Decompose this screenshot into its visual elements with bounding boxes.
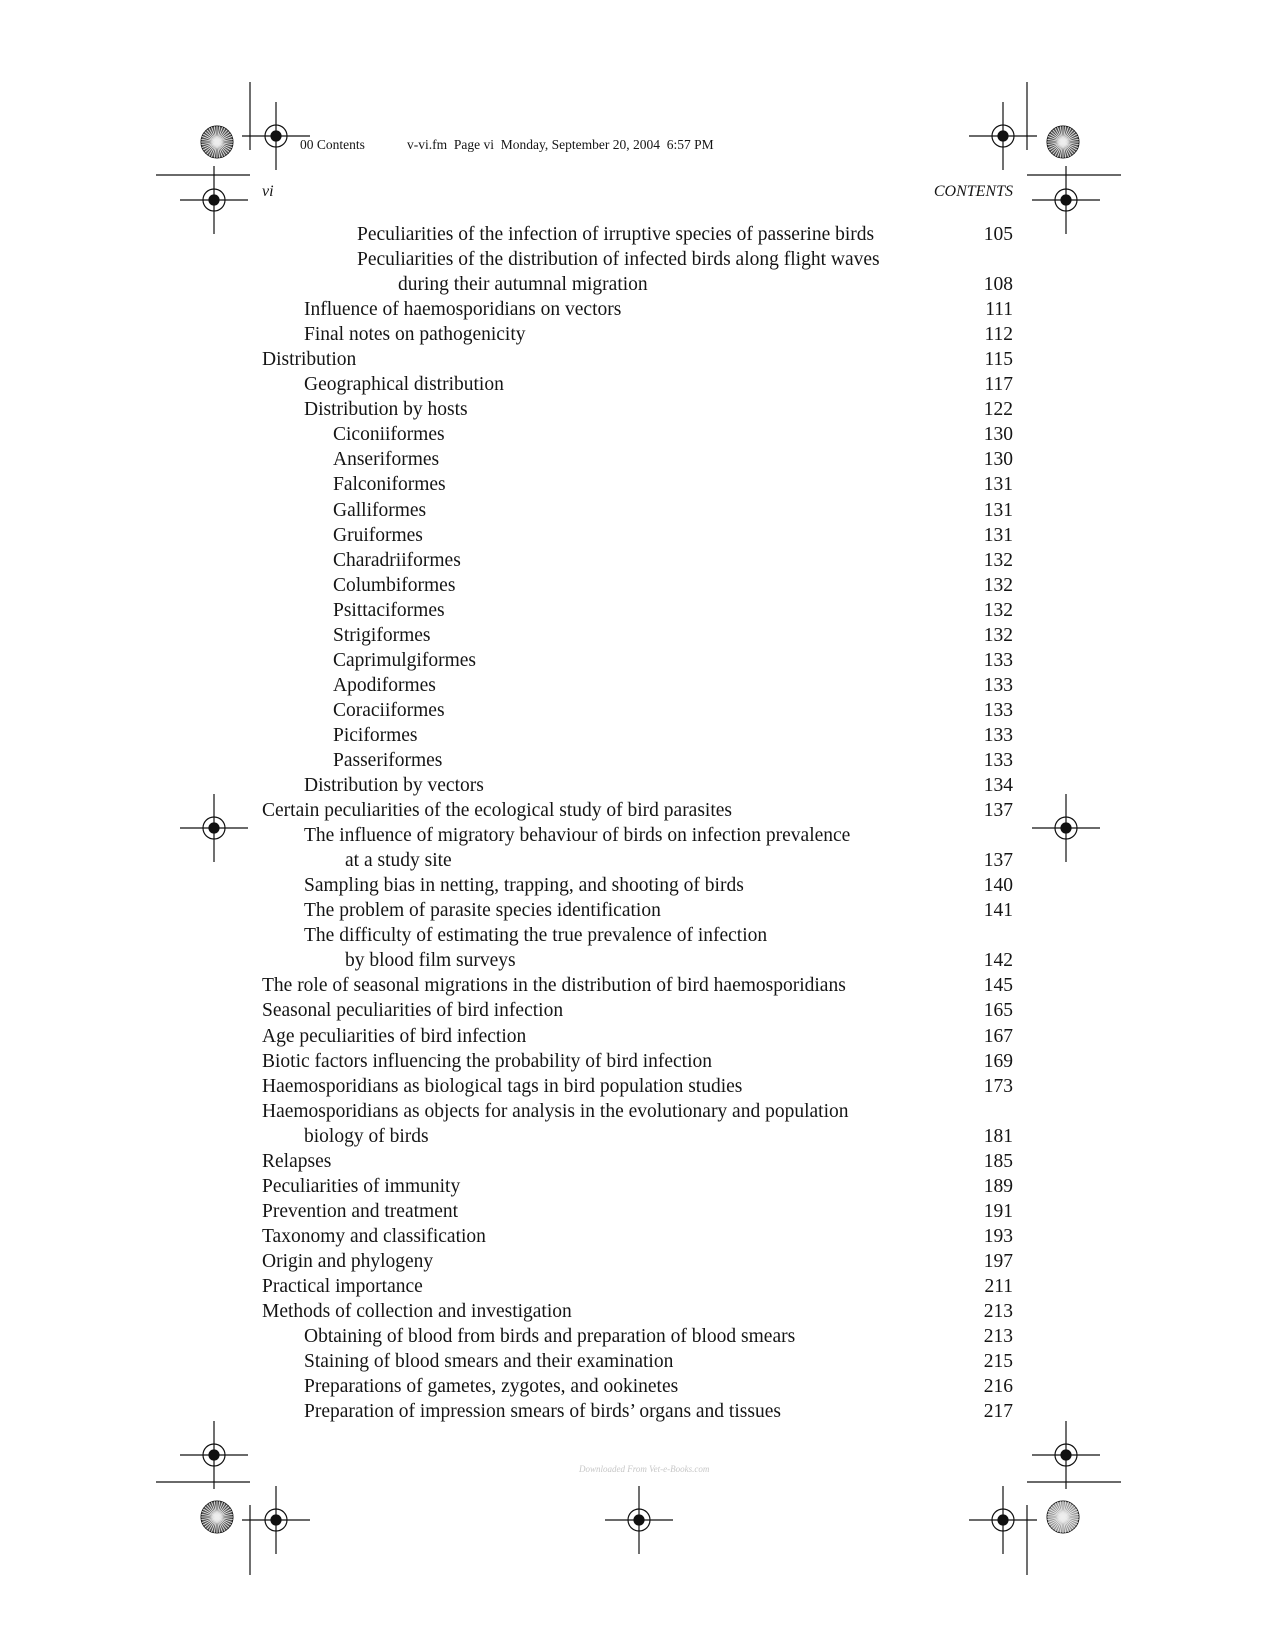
toc-entry-page-number: 191 — [983, 1200, 1013, 1222]
toc-entry-title: Methods of collection and investigation — [262, 1301, 572, 1323]
star-target-icon — [1047, 1501, 1079, 1533]
toc-entry-title: Coraciiformes — [333, 699, 445, 721]
toc-entry-title: Peculiarities of immunity — [262, 1175, 461, 1197]
toc-entry — [262, 222, 1013, 247]
toc-entry-title: Passeriformes — [333, 749, 443, 771]
star-target-icon — [1047, 126, 1079, 158]
toc-entry — [262, 1324, 1013, 1349]
toc-entry-page-number: 117 — [984, 374, 1013, 396]
toc-entry — [262, 823, 1013, 873]
toc-entry-page-number: 132 — [983, 599, 1013, 621]
toc-entry — [262, 297, 1013, 322]
toc-entry-title: Strigiformes — [333, 624, 431, 646]
toc-entry — [262, 673, 1013, 698]
toc-entry — [262, 998, 1013, 1023]
toc-entry-title: The difficulty of estimating the true prevalence of infection — [304, 925, 768, 947]
toc-entry — [262, 247, 1013, 297]
toc-entry — [262, 1274, 1013, 1299]
toc-entry-title: The role of seasonal migrations in the distribution of bird haemosporidians — [262, 975, 846, 997]
toc-entry-title-continued: biology of birds — [304, 1125, 429, 1147]
toc-entry-title: Relapses — [262, 1150, 332, 1172]
toc-entry-page-number: 173 — [983, 1075, 1013, 1097]
registration-target-icon — [180, 794, 248, 862]
toc-entry — [262, 1349, 1013, 1374]
toc-entry-page-number: 130 — [983, 449, 1013, 471]
toc-entry-page-number: 108 — [983, 274, 1013, 296]
toc-entry-page-number: 169 — [983, 1050, 1013, 1072]
toc-entry — [262, 873, 1013, 898]
toc-entry — [262, 748, 1013, 773]
toc-entry-page-number: 133 — [983, 674, 1013, 696]
toc-entry-title: The influence of migratory behaviour of birds on infection prevalence — [304, 825, 851, 847]
toc-entry — [262, 1149, 1013, 1174]
toc-entry — [262, 372, 1013, 397]
toc-entry — [262, 472, 1013, 497]
toc-entry-page-number: 137 — [983, 850, 1013, 872]
toc-entry-page-number: 137 — [983, 800, 1013, 822]
toc-entry-page-number: 185 — [983, 1150, 1013, 1172]
toc-entry-title: Anseriformes — [333, 449, 440, 471]
toc-entry — [262, 1174, 1013, 1199]
toc-entry-title: Sampling bias in netting, trapping, and shooting of birds — [304, 875, 744, 897]
toc-entry-page-number: 115 — [984, 349, 1013, 371]
toc-entry-page-number: 141 — [983, 900, 1013, 922]
toc-entry-page-number: 130 — [983, 424, 1013, 446]
registration-target-icon — [605, 1486, 673, 1554]
toc-entry — [262, 1099, 1013, 1149]
watermark: Downloaded From Vet-e-Books.com — [579, 1464, 710, 1474]
toc-entry-title: Columbiformes — [333, 574, 456, 596]
registration-target-icon — [1032, 794, 1100, 862]
toc-entry-page-number: 142 — [983, 950, 1013, 972]
table-of-contents — [262, 222, 1013, 1424]
registration-target-icon — [180, 166, 248, 234]
toc-entry-title: Peculiarities of the distribution of infected birds along flight waves — [357, 249, 880, 271]
toc-entry-page-number: 133 — [983, 749, 1013, 771]
toc-entry-page-number: 132 — [983, 549, 1013, 571]
toc-entry-page-number: 133 — [983, 699, 1013, 721]
toc-entry-page-number: 133 — [983, 649, 1013, 671]
registration-target-icon — [1032, 1421, 1100, 1489]
toc-entry-title: Practical importance — [262, 1275, 423, 1297]
toc-entry-title-continued: by blood film surveys — [345, 950, 516, 972]
toc-entry — [262, 1374, 1013, 1399]
toc-entry — [262, 698, 1013, 723]
toc-entry-page-number: 131 — [983, 474, 1013, 496]
toc-entry-page-number: 140 — [983, 875, 1013, 897]
toc-entry-title: Staining of blood smears and their examination — [304, 1351, 674, 1373]
toc-entry-title: Caprimulgiformes — [333, 649, 476, 671]
toc-entry — [262, 1049, 1013, 1074]
toc-entry-title: Psittaciformes — [333, 599, 445, 621]
toc-entry-page-number: 132 — [983, 574, 1013, 596]
toc-entry — [262, 498, 1013, 523]
running-head-page-number: vi — [262, 183, 274, 200]
toc-entry-title: Prevention and treatment — [262, 1200, 459, 1222]
registration-target-icon — [180, 1421, 248, 1489]
toc-entry-title: Haemosporidians as biological tags in bird population studies — [262, 1075, 743, 1097]
toc-entry-title-continued: at a study site — [345, 850, 452, 872]
star-target-icon — [201, 126, 233, 158]
toc-entry — [262, 1199, 1013, 1224]
registration-target-icon — [242, 102, 310, 170]
toc-entry-title: Peculiarities of the infection of irruptive species of passerine birds — [357, 224, 875, 245]
toc-entry-page-number: 213 — [983, 1326, 1013, 1348]
toc-entry — [262, 347, 1013, 372]
toc-entry-page-number: 112 — [984, 324, 1013, 346]
toc-entry-title: Apodiformes — [333, 674, 436, 696]
registration-target-icon — [242, 1486, 310, 1554]
toc-entry-page-number: 197 — [983, 1250, 1013, 1272]
star-target-icon — [201, 1501, 233, 1533]
toc-entry — [262, 1074, 1013, 1099]
toc-entry — [262, 1224, 1013, 1249]
toc-entry — [262, 623, 1013, 648]
toc-entry-page-number: 133 — [983, 724, 1013, 746]
toc-entry-page-number: 167 — [983, 1025, 1013, 1047]
toc-entry-title: The problem of parasite species identification — [304, 900, 661, 922]
toc-entry-title-continued: during their autumnal migration — [398, 274, 648, 296]
toc-entry-title: Distribution by vectors — [304, 775, 484, 797]
toc-entry-title: Preparation of impression smears of birds’ organs and tissues — [304, 1401, 781, 1423]
toc-entry-title: Galliformes — [333, 499, 427, 521]
toc-entry-title: Haemosporidians as objects for analysis in the evolutionary and population — [262, 1100, 849, 1122]
toc-entry — [262, 548, 1013, 573]
toc-entry — [262, 798, 1013, 823]
toc-entry-title: Gruiformes — [333, 524, 423, 546]
toc-entry — [262, 523, 1013, 548]
toc-entry-title: Origin and phylogeny — [262, 1250, 434, 1272]
toc-entry-page-number: 132 — [983, 624, 1013, 646]
toc-entry — [262, 1299, 1013, 1324]
toc-entry-page-number: 215 — [983, 1351, 1013, 1373]
toc-entry — [262, 447, 1013, 472]
toc-entry-page-number: 189 — [983, 1175, 1013, 1197]
toc-entry-title: Ciconiiformes — [333, 424, 445, 446]
toc-entry-title: Certain peculiarities of the ecological study of bird parasites — [262, 800, 733, 822]
running-head-section: CONTENTS — [933, 183, 1013, 200]
toc-entry — [262, 898, 1013, 923]
toc-entry-page-number: 165 — [983, 1000, 1013, 1022]
registration-target-icon — [1032, 166, 1100, 234]
toc-entry-page-number: 105 — [983, 224, 1013, 245]
toc-entry — [262, 422, 1013, 447]
toc-entry-title: Distribution — [262, 349, 357, 371]
toc-entry-title: Distribution by hosts — [304, 399, 468, 421]
toc-entry — [262, 322, 1013, 347]
toc-entry-page-number: 134 — [983, 775, 1013, 797]
toc-entry-title: Influence of haemosporidians on vectors — [304, 299, 622, 321]
toc-entry-title: Piciformes — [333, 724, 418, 746]
toc-entry-page-number: 216 — [983, 1376, 1013, 1398]
toc-entry-title: Age peculiarities of bird infection — [262, 1025, 527, 1047]
toc-entry-title: Seasonal peculiarities of bird infection — [262, 1000, 564, 1022]
toc-entry-page-number: 211 — [984, 1275, 1013, 1297]
toc-entry-title: Falconiformes — [333, 474, 446, 496]
toc-entry-title: Geographical distribution — [304, 374, 504, 396]
toc-entry-page-number: 181 — [983, 1125, 1013, 1147]
toc-entry-page-number: 193 — [983, 1225, 1013, 1247]
toc-entry — [262, 1249, 1013, 1274]
toc-entry-title: Obtaining of blood from birds and preparation of blood smears — [304, 1326, 796, 1348]
toc-entry — [262, 723, 1013, 748]
toc-entry — [262, 973, 1013, 998]
toc-entry — [262, 773, 1013, 798]
toc-entry-title: Biotic factors influencing the probability of bird infection — [262, 1050, 713, 1072]
toc-entry — [262, 1024, 1013, 1049]
toc-entry — [262, 598, 1013, 623]
toc-entry — [262, 397, 1013, 422]
toc-entry-title: Preparations of gametes, zygotes, and ookinetes — [304, 1376, 679, 1398]
toc-entry — [262, 1399, 1013, 1424]
toc-entry-page-number: 111 — [985, 299, 1013, 321]
toc-entry-page-number: 122 — [983, 399, 1013, 421]
toc-entry-page-number: 145 — [983, 975, 1013, 997]
toc-entry-title: Final notes on pathogenicity — [304, 324, 526, 346]
toc-entry-page-number: 217 — [983, 1401, 1013, 1423]
slug-file-info: v-vi.fm Page vi Monday, September 20, 2004 6:57 PM — [407, 137, 714, 152]
toc-entry-title: Charadriiformes — [333, 549, 461, 571]
toc-entry-page-number: 213 — [983, 1301, 1013, 1323]
toc-entry-title: Taxonomy and classification — [262, 1225, 486, 1247]
slug-file-label: 00 Contents — [300, 137, 365, 152]
toc-entry — [262, 573, 1013, 598]
toc-entry-page-number: 131 — [983, 499, 1013, 521]
toc-entry-page-number: 131 — [983, 524, 1013, 546]
toc-entry — [262, 923, 1013, 973]
toc-entry — [262, 648, 1013, 673]
